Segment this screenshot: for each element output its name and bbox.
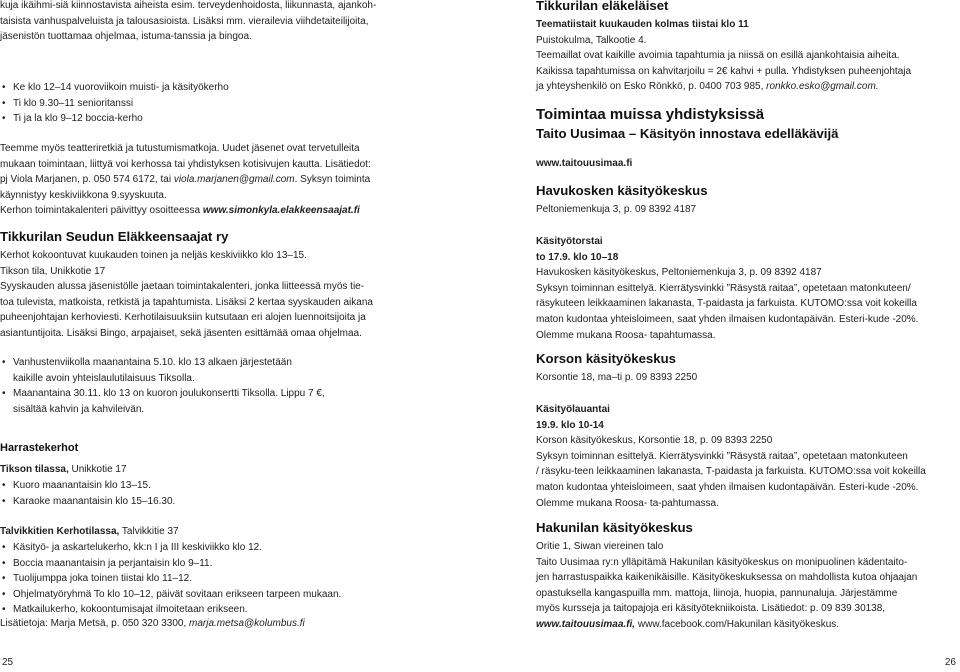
big-subheading: Taito Uusimaa – Käsityön innostava edelläkävijä (536, 126, 839, 141)
section-heading: Tikkurilan eläkeläiset (536, 0, 669, 13)
event-list (0, 355, 325, 417)
email-link[interactable]: viola.marjanen@gmail.com (173, 174, 295, 186)
text-line: opastuksella kangaspuilla mm. mattoja, liinoja, huopia, pannunaluja. Järjestämme (536, 587, 898, 599)
subheading: Teematiistait kuukauden kolmas tiistai klo 11 (536, 19, 749, 30)
website-link[interactable]: www.taitouusimaa.fi (536, 158, 633, 169)
location-line: Tikson tilassa, Unikkotie 17 (0, 464, 127, 475)
text-line: Kerhot kokoontuvat kuukauden toinen ja neljäs keskiviikko klo 13–15. (0, 250, 307, 261)
facebook-link[interactable]: www.facebook.com/Hakunilan käsityökeskus. (635, 618, 840, 630)
section-heading: Harrastekerhot (0, 442, 79, 454)
list-item: • Vanhustenviikolla maanantaina 5.10. klo 13 alkaen järjestetään kaikille avoin yhteislaulutilaisuus Tiksolla. (0, 355, 325, 386)
event-date: 19.9. klo 10-14 (536, 419, 604, 431)
contact-line: Lisätietoja: Marja Metsä, p. 050 320 3300, marja.metsa@kolumbus.fi (0, 618, 305, 629)
section-heading: Korson käsityökeskus (536, 351, 676, 366)
event-paragraph (536, 234, 918, 343)
text-line: puheenjohtajan kerhoviesti. Kerhotilaisuuksiin kutsutaan eri alojen luennoitsijoita ja (0, 312, 366, 324)
section-heading: Hakunilan käsityökeskus (536, 520, 693, 535)
text-line: jen harrastuspaikka kaikenikäisille. Käsityökeskuksessa on mahdollista kutoa ohjaajan (536, 572, 918, 584)
text-line: ja yhteyshenkilö on Esko Rönkkö, p. 0400 703 985, ronkko.esko@gmail.com. (536, 81, 879, 93)
text-line: Tikson tila, Unikkotie 17 (0, 265, 106, 277)
list-item: • Matkailukerho, kokoontumisajat ilmoitetaan erikseen. (0, 602, 341, 618)
section-heading: Tikkurilan Seudun Eläkkeensaajat ry (0, 229, 229, 244)
teema-paragraph (536, 17, 911, 95)
event-date: to 17.9. klo 10–18 (536, 251, 619, 263)
text-line: Taito Uusimaa ry:n ylläpitämä Hakunilan käsityökeskus on monipuolinen kädentaito- (536, 556, 908, 568)
list-item: • Ke klo 12–14 vuoroviikoin muisti- ja käsityökerho (0, 80, 229, 96)
text-line: Havukosken käsityökeskus, Peltoniemenkuja 3, p. 09 8392 4187 (536, 267, 822, 279)
text-line (536, 617, 917, 633)
text-line: Olemme mukana Roosa- ta-pahtumassa. (536, 497, 719, 509)
list-item: • Tuolijumppa joka toinen tiistai klo 11–12. (0, 571, 341, 587)
text-line: Kerhon toimintakalenteri päivittyy osoitteessa www.simonkyla.elakkeensaajat.fi (0, 205, 360, 217)
text-line: kuja ikäihmi-siä kiinnostavista aiheista esim. terveydenhoidosta, liikunnasta, ajankoh- (0, 0, 377, 11)
list-item: • Käsityö- ja askartelukerho, kk:n I ja III keskiviikko klo 12. (0, 540, 341, 556)
text-line: myös kursseja ja taitopajoja eri käsityötekniikoista. Lisätiedot: p. 09 839 30138, (536, 603, 886, 615)
club-list (0, 478, 175, 509)
text-line: mukaan toimintaan, liittyä voi kerhossa tai yhdistyksen kotisivujen kautta. Lisätiedot: (0, 158, 371, 170)
list-item: • Maanantaina 30.11. klo 13 on kuoron joulukonsertti Tiksolla. Lippu 7 €, sisältää kahvin ja kahvileivän. (0, 386, 325, 417)
text-line: maton kudontaa yhteisloimeen, saat yhden ilmaisen kudontapäivän. Esteri-kude -20%. (536, 481, 919, 493)
association-paragraph (0, 248, 373, 342)
text-line: Olemme mukana Roosa- tapahtumassa. (536, 329, 716, 341)
page-number: 26 (944, 657, 956, 668)
text-line: käynnistyy keskiviikkona 9.syyskuuta. (0, 189, 167, 201)
event-paragraph (536, 402, 926, 511)
club-list (0, 540, 341, 618)
list-item: • Ti ja la klo 9–12 boccia-kerho (0, 111, 229, 127)
text-line: asiantuntijoita. Lisäksi Bingo, arpajaiset, sekä jäsenten esittämää omaa ohjelmaa. (0, 327, 362, 339)
list-item: • Ti klo 9.30–11 senioritanssi (0, 96, 229, 112)
text-line: Syksyn toiminnan esittelyä. Kierrätysvinkki ”Räsystä raitaa”, opetetaan matonkuteen (536, 450, 908, 462)
text-line: Syyskauden alussa jäsenistölle jaetaan toimintakalenteri, jonka liitteessä myös tie- (0, 281, 365, 293)
list-item: • Boccia maanantaisin ja perjantaisin klo 9–11. (0, 556, 341, 572)
website-link[interactable]: www.taitouusimaa.fi, (536, 618, 636, 630)
email-link[interactable]: marja.metsa@kolumbus.fi (189, 618, 305, 629)
address-line: Korsontie 18, ma–ti p. 09 8393 2250 (536, 372, 698, 383)
location-line: Talvikkitien Kerhotilassa, Talvikkitie 37 (0, 526, 179, 537)
text-line: Oritie 1, Siwan viereinen talo (536, 541, 664, 552)
text-line: / räsyku-teen leikkaaminen lakanasta, T-paidasta ja farkuista. KUTOMO:ssa voit kokeilla (536, 466, 926, 478)
text-line: Puistokulma, Talkootie 4. (536, 34, 647, 46)
activity-list (0, 80, 229, 127)
list-item: • Kuoro maanantaisin klo 13–15. (0, 478, 175, 494)
website-link[interactable]: www.simonkyla.elakkeensaajat.fi (202, 205, 360, 217)
text-line: jäsenistön tuottamaa ohjelmaa, istuma-tanssia ja bingoa. (0, 31, 252, 43)
text-line: räsykuteen leikkaaminen lakanasta, T-paidasta ja farkuista. KUTOMO:ssa voit kokeilla (536, 298, 917, 310)
event-title: Käsityötorstai (536, 236, 603, 247)
page-number: 25 (2, 657, 14, 668)
list-item: • Ohjelmatyöryhmä To klo 10–12, päivät sovitaan erikseen tarpeen mukaan. (0, 587, 341, 603)
email-link[interactable]: ronkko.esko@gmail.com. (766, 81, 879, 93)
text-line: Kaikissa tapahtumissa on kahvitarjoilu = 2€ kahvi + pulla. Yhdistyksen puheenjohtaja (536, 65, 912, 77)
text-line: maton kudontaa yhteisloimeen, saat yhden ilmaisen kudontapäivän. Esteri-kude -20%. (536, 313, 919, 325)
text-line: taisista vanhuspalveluista ja talousasioista. Lisäksi mm. vierailevia viihdetaiteilijoita, (0, 15, 369, 27)
intro-paragraph (0, 0, 376, 45)
info-paragraph (0, 141, 371, 219)
text-line: Korson käsityökeskus, Korsontie 18, p. 09 8393 2250 (536, 435, 773, 447)
text-line: pj Viola Marjanen, p. 050 574 6172, tai viola.marjanen@gmail.com. Syksyn toiminta (0, 174, 371, 186)
list-item: • Karaoke maanantaisin klo 15–16.30. (0, 494, 175, 510)
text-line: Teemaillat ovat kaikille avoimia tapahtumia ja niissä on esillä ajankohtaisia aiheita. (536, 50, 900, 62)
address-line: Peltoniemenkuja 3, p. 09 8392 4187 (536, 204, 697, 215)
hakunila-paragraph (536, 539, 917, 633)
text-line: toa tulevista, matkoista, retkistä ja tapahtumista. Lisäksi 2 kertaa syyskauden aikana (0, 296, 373, 308)
text-line: Syksyn toiminnan esittelyä. Kierrätysvinkki ”Räsystä raitaa”, opetetaan matonkuteen/ (536, 282, 911, 294)
event-title: Käsityölauantai (536, 404, 610, 415)
text-line: Teemme myös teatteriretkiä ja tutustumismatkoja. Uudet jäsenet ovat tervetulleita (0, 143, 360, 154)
section-heading: Havukosken käsityökeskus (536, 183, 708, 198)
big-heading: Toimintaa muissa yhdistyksissä (536, 106, 765, 123)
